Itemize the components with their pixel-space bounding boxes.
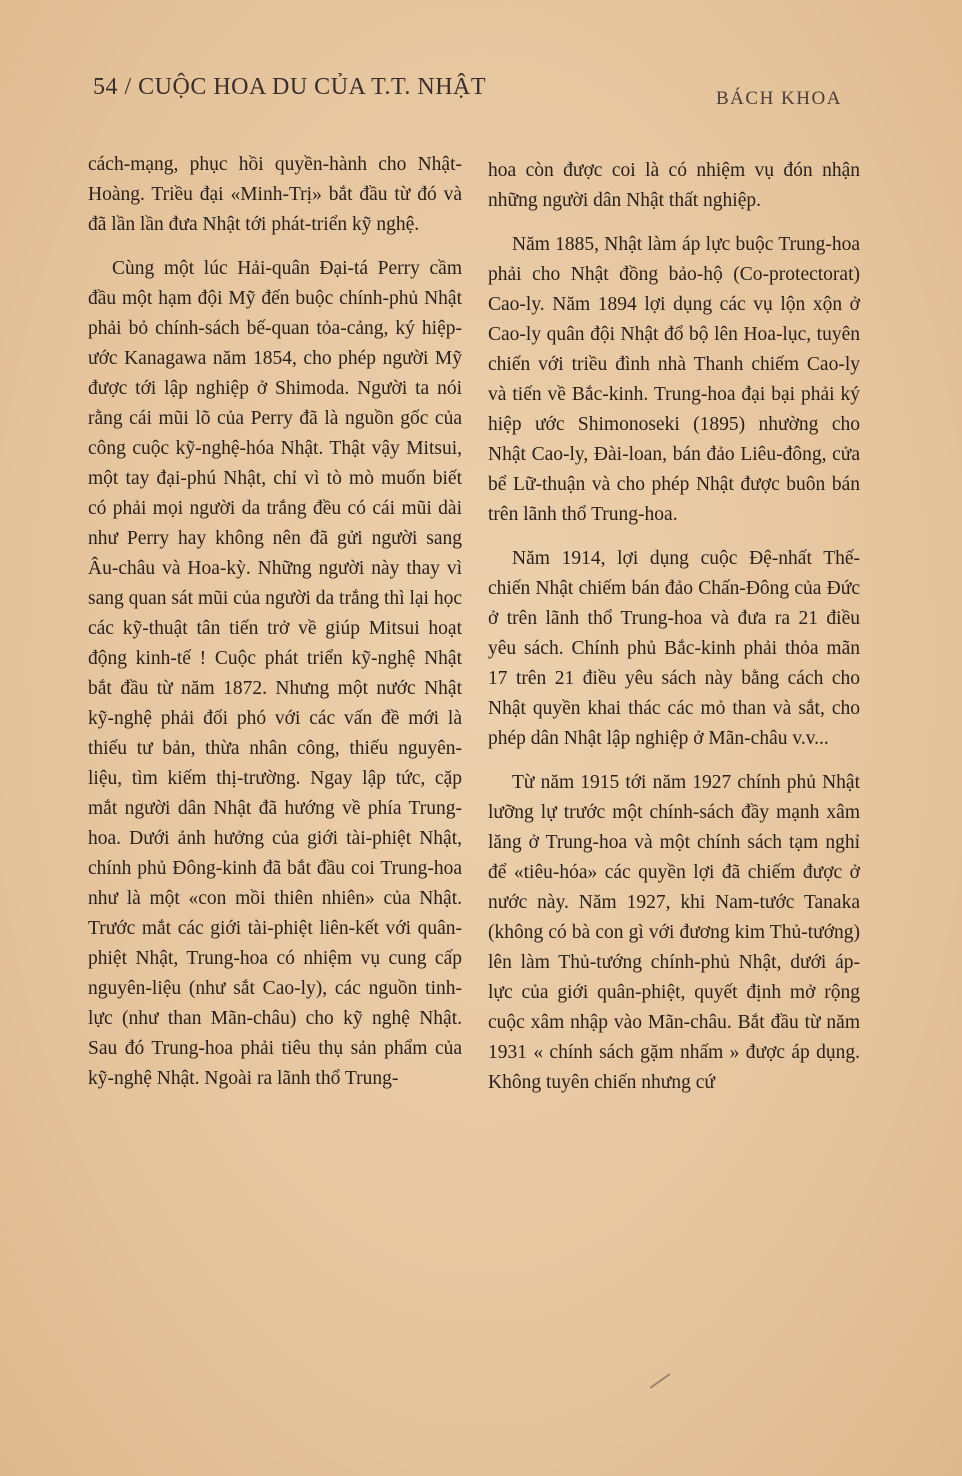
paragraph: Năm 1914, lợi dụng cuộc Đệ-nhất Thế-chiến Nhật chiếm bán đảo Chấn-Đông của Đức ở trên lãnh thổ Trung-hoa và đưa ra 21 điều yêu sách. Chính phủ Bắc-kinh phải thỏa mãn 17 trên 21 điều yêu sách này bằng cách cho Nhật quyền khai thác các mỏ than và sắt, cho phép dân Nhật lập nghiệp ở Mãn-châu v.v...	[488, 548, 860, 749]
running-header-magazine: BÁCH KHOA	[716, 88, 842, 109]
running-header-title: 54 / CUỘC HOA DU CỦA T.T. NHẬT	[93, 74, 487, 100]
left-column	[88, 150, 462, 1108]
paragraph: cách-mạng, phục hồi quyền-hành cho Nhật-Hoàng. Triều đại «Minh-Trị» bắt đầu từ đó và đã lần lần đưa Nhật tới phát-triển kỹ nghệ.	[88, 154, 462, 235]
right-column	[488, 156, 860, 1112]
paragraph: Từ năm 1915 tới năm 1927 chính phủ Nhật lưỡng lự trước một chính-sách đầy mạnh xâm lăng ở Trung-hoa và một chính sách tạm nghỉ để «tiêu-hóa» các quyền lợi đã chiếm được ở nước này. Năm 1927, khi Nam-tước Tanaka (không có bà con gì với đương kim Thủ-tướng) lên làm Thủ-tướng chính-phủ Nhật, dưới áp-lực của giới quân-phiệt, quyết định mở rộng cuộc xâm nhập vào Mãn-châu. Bắt đầu từ năm 1931 « chính sách gặm nhấm » được áp dụng. Không tuyên chiến nhưng cứ	[488, 772, 860, 1093]
pen-mark	[650, 1373, 671, 1388]
paragraph: Năm 1885, Nhật làm áp lực buộc Trung-hoa phải cho Nhật đồng bảo-hộ (Co-protectorat) Cao-ly. Năm 1894 lợi dụng các vụ lộn xộn ở Cao-ly quân đội Nhật đổ bộ lên Hoa-lục, tuyên chiến với triều đình nhà Thanh chiếm Cao-ly và tiến về Bắc-kinh. Trung-hoa đại bại phải ký hiệp ước Shimonoseki (1895) nhường cho Nhật Cao-ly, Đài-loan, bán đảo Liêu-đông, cửa bể Lữ-thuận và cho phép Nhật được buôn bán trên lãnh thổ Trung-hoa.	[488, 234, 860, 525]
paragraph: Cùng một lúc Hải-quân Đại-tá Perry cầm đầu một hạm đội Mỹ đến buộc chính-phủ Nhật phải bỏ chính-sách bế-quan tỏa-cảng, ký hiệp-ước Kanagawa năm 1854, cho phép người Mỹ được tới lập nghiệp ở Shimoda. Người ta nói rằng cái mũi lõ của Perry đã là nguồn gốc của công cuộc kỹ-nghệ-hóa Nhật. Thật vậy Mitsui, một tay đại-phú Nhật, chỉ vì tò mò muốn biết có phải mọi người da trắng đều có cái mũi dài như Perry hay không nên đã gửi người sang Âu-châu và Hoa-kỳ. Những người này thay vì sang quan sát mũi của người da trắng thì lại học các kỹ-thuật tân tiến trở về giúp Mitsui hoạt động kinh-tế ! Cuộc phát triển kỹ-nghệ Nhật bắt đầu từ năm 1872. Nhưng một nước Nhật kỹ-nghệ phải đối phó với các vấn đề mới là thiếu tư bản, thừa nhân công, thiếu nguyên-liệu, tìm kiếm thị-trường. Ngay lập tức, cặp mắt người dân Nhật đã hướng về phía Trung-hoa. Dưới ảnh hưởng của giới tài-phiệt Nhật, chính phủ Đông-kinh đã bắt đầu coi Trung-hoa như là một «con mồi thiên nhiên» của Nhật. Trước mắt các giới tài-phiệt liên-kết với quân-phiệt Nhật, Trung-hoa có nhiệm vụ cung cấp nguyên-liệu (như sắt Cao-ly), các nguồn tinh-lực (như than Mãn-châu) cho kỹ nghệ Nhật. Sau đó Trung-hoa phải tiêu thụ sản phẩm của kỹ-nghệ Nhật. Ngoài ra lãnh thổ Trung-	[88, 258, 462, 1089]
paragraph: hoa còn được coi là có nhiệm vụ đón nhận những người dân Nhật thất nghiệp.	[488, 160, 860, 211]
